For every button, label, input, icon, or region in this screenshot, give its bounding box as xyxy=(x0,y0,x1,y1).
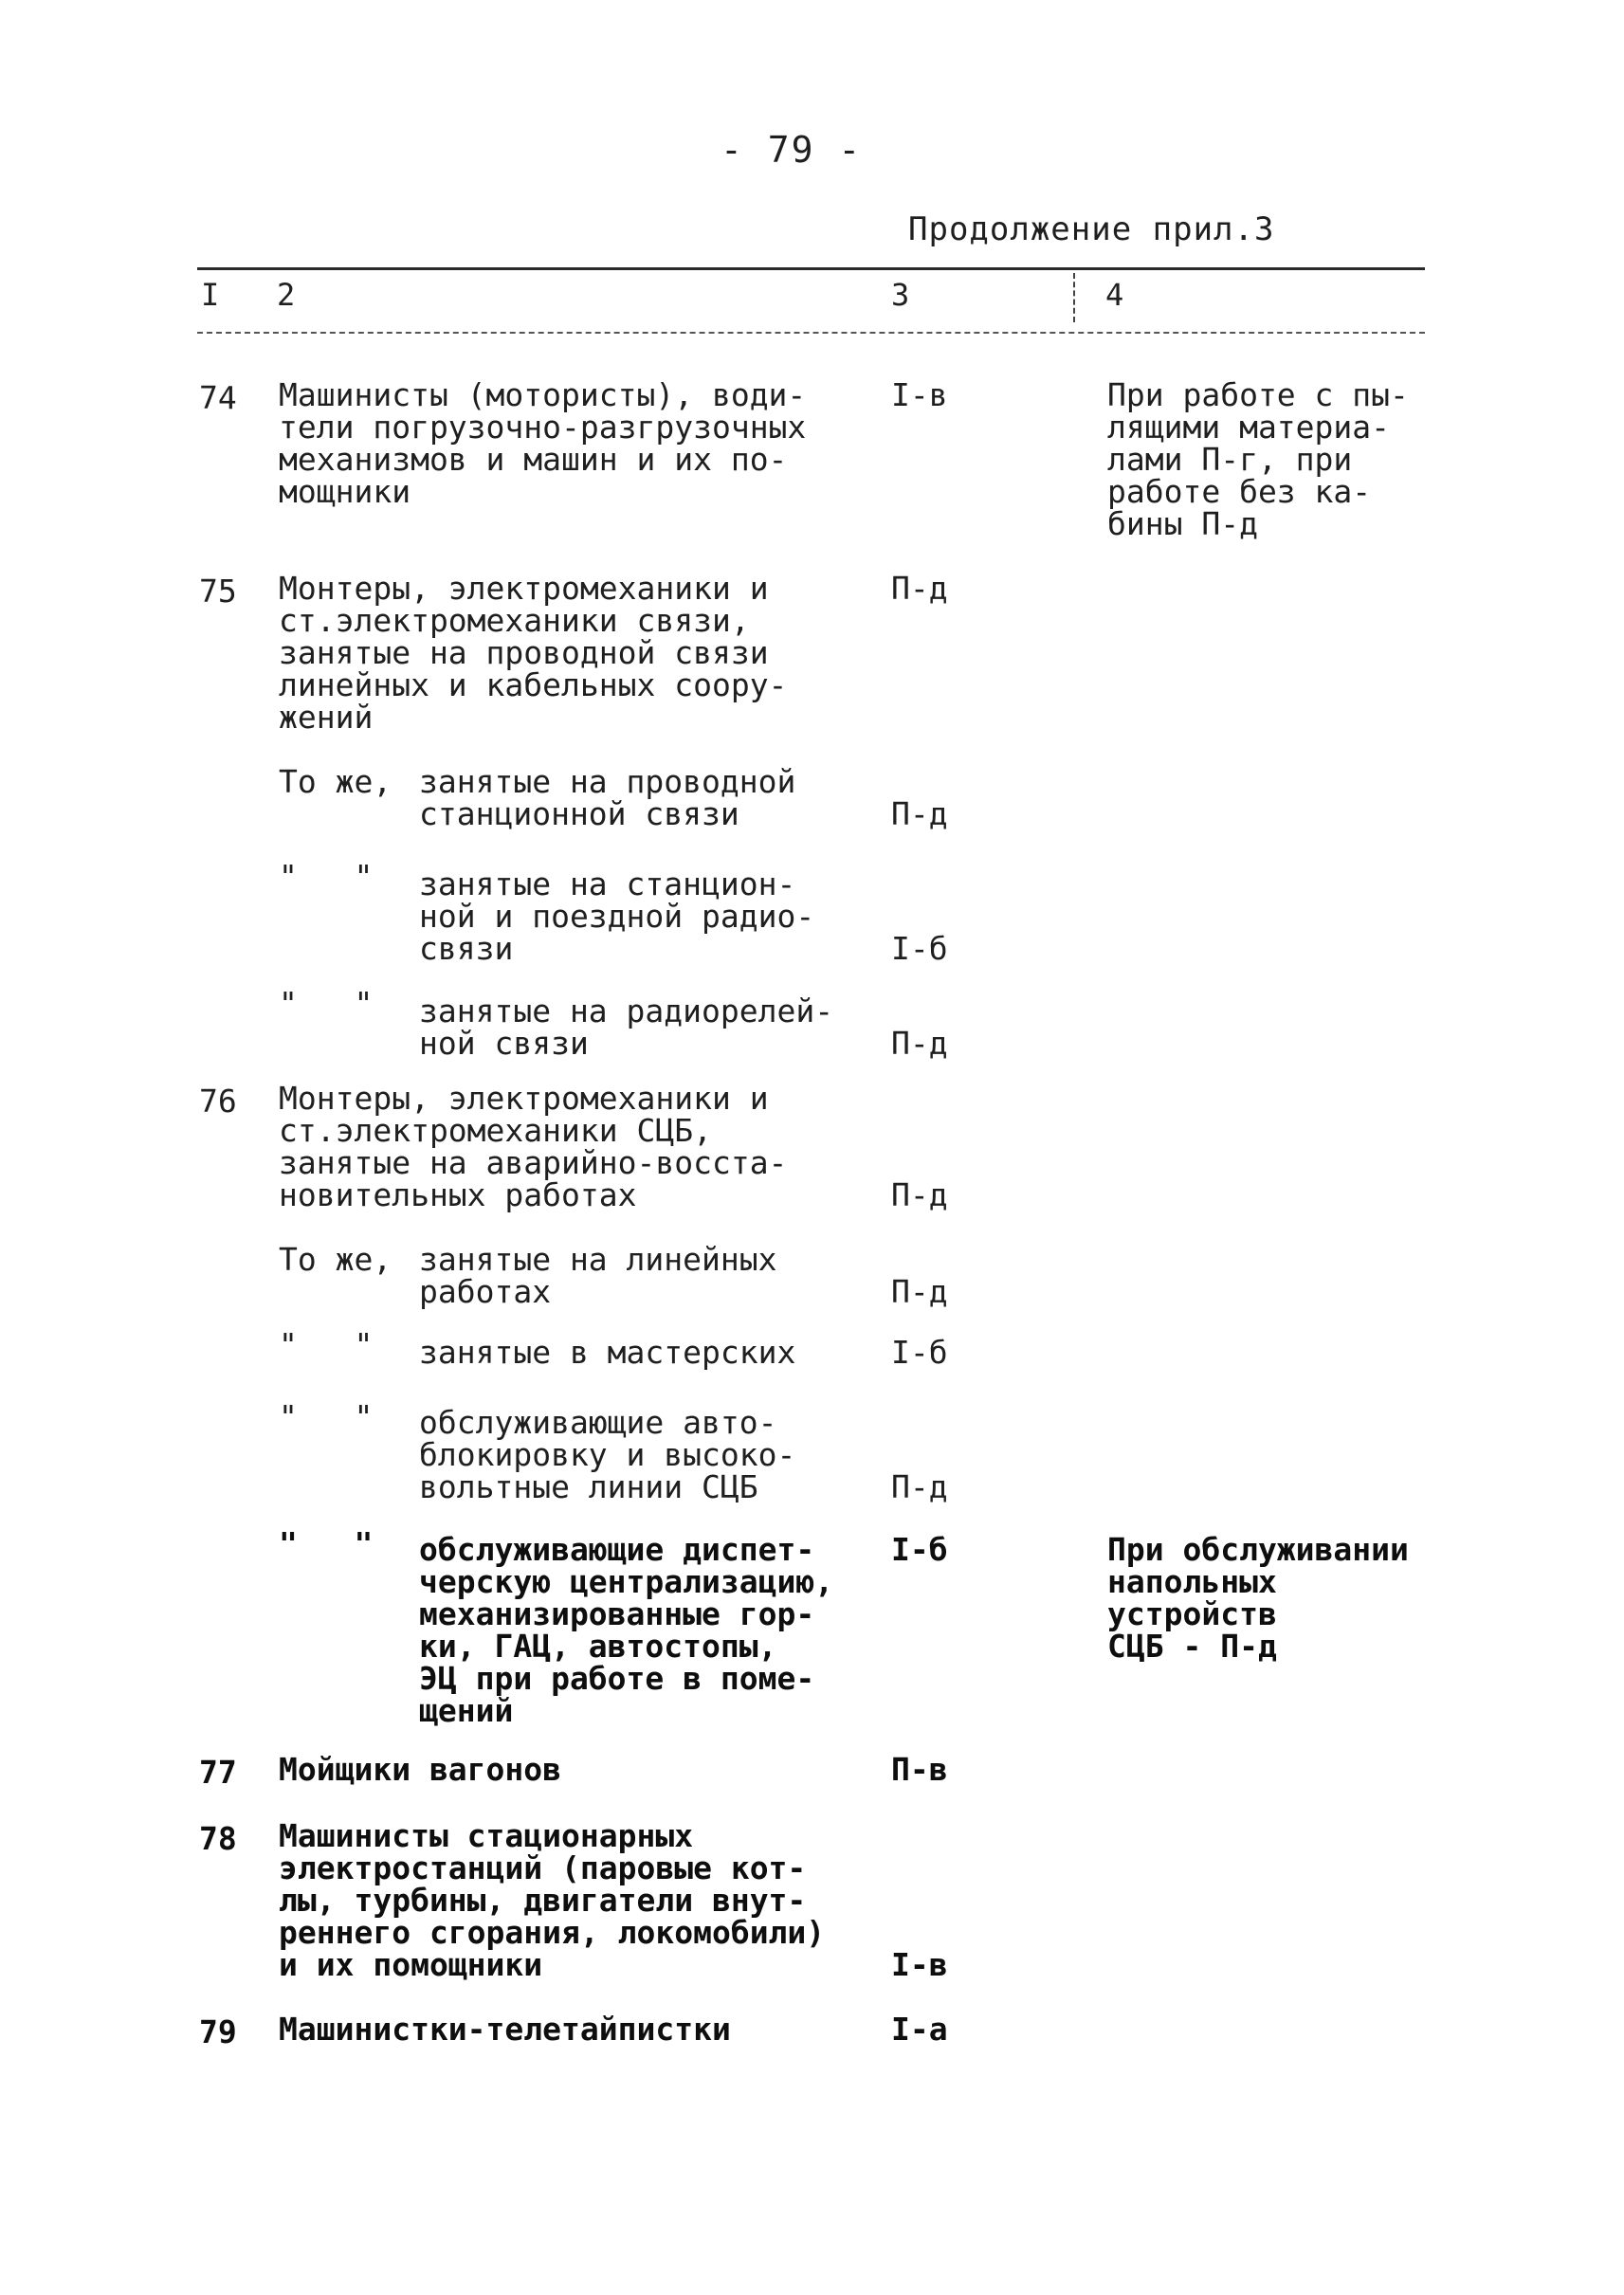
row-number: 76 xyxy=(199,1083,237,1120)
header-col-4: 4 xyxy=(1105,277,1124,313)
table-top-rule xyxy=(197,267,1425,270)
page-number: - 79 - xyxy=(721,129,863,171)
row-number: 77 xyxy=(199,1754,237,1791)
header-col-1: I xyxy=(201,277,220,313)
row-note: При обслуживании напольных устройств СЦБ - П-д xyxy=(1107,1531,1409,1665)
row-class: П-д xyxy=(891,795,948,832)
row-description: занятые на станцион- ной и поездной радио- связи xyxy=(419,865,815,967)
header-col-3: 3 xyxy=(891,277,910,313)
row-lead: То же, xyxy=(279,763,392,800)
row-class: П-д xyxy=(891,1468,948,1505)
row-class: П-д xyxy=(891,1273,948,1310)
table-header-rule xyxy=(197,332,1425,334)
row-lead: " " xyxy=(279,1398,374,1435)
row-description: Монтеры, электромеханики и ст.электромеханики СЦБ, занятые на аварийно-восста- новительных работах xyxy=(279,1080,788,1213)
header-col-2: 2 xyxy=(277,277,296,313)
row-class: I-б xyxy=(891,930,948,967)
row-description: Машинисты стационарных электростанций (паровые кот- лы, турбины, двигатели внут- реннего сгорания, локомобили) и их помощники xyxy=(279,1817,826,1983)
row-description: Машинистки-телетайпистки xyxy=(279,2011,731,2048)
row-number: 74 xyxy=(199,379,237,416)
row-class: П-д xyxy=(891,1025,948,1062)
row-lead: " " xyxy=(279,985,374,1022)
row-description: занятые на радиорелей- ной связи xyxy=(419,993,834,1062)
row-class: П-д xyxy=(891,1176,948,1213)
row-lead: " " xyxy=(279,858,374,895)
row-class: П-в xyxy=(891,1751,948,1788)
header-col-separator xyxy=(1073,273,1075,322)
row-number: 79 xyxy=(199,2013,237,2050)
row-description: занятые на линейных работах xyxy=(419,1241,777,1310)
row-description: занятые в мастерских xyxy=(419,1334,796,1371)
row-class: I-б xyxy=(891,1334,948,1371)
row-class: I-а xyxy=(891,2011,948,2048)
row-description: обслуживающие диспет- черскую централизацию, механизированные гор- ки, ГАЦ, автостопы, ЭЦ при работе в поме- щений xyxy=(419,1531,834,1729)
row-description: Машинисты (мотористы), води- тели погрузочно-разгрузочных механизмов и машин и их по- мощники xyxy=(279,376,807,510)
row-lead: То же, xyxy=(279,1241,392,1278)
row-class: I-в xyxy=(891,376,948,413)
row-class: I-в xyxy=(891,1946,948,1983)
row-lead: " " xyxy=(279,1326,374,1363)
row-class: П-д xyxy=(891,570,948,607)
row-lead: " " xyxy=(279,1525,374,1562)
row-description: обслуживающие авто- блокировку и высоко- вольтные линии СЦБ xyxy=(419,1404,796,1505)
row-description: Мойщики вагонов xyxy=(279,1751,562,1788)
row-number: 75 xyxy=(199,573,237,610)
row-description: занятые на проводной станционной связи xyxy=(419,763,796,832)
row-description: Монтеры, электромеханики и ст.электромеханики связи, занятые на проводной связи линейных и кабельных соору- жений xyxy=(279,570,788,736)
continuation-label: Продолжение прил.3 xyxy=(908,210,1275,248)
row-class: I-б xyxy=(891,1531,948,1568)
row-number: 78 xyxy=(199,1820,237,1857)
row-note: При работе с пы- лящими материа- лами П-г, при работе без ка- бины П-д xyxy=(1107,376,1409,542)
